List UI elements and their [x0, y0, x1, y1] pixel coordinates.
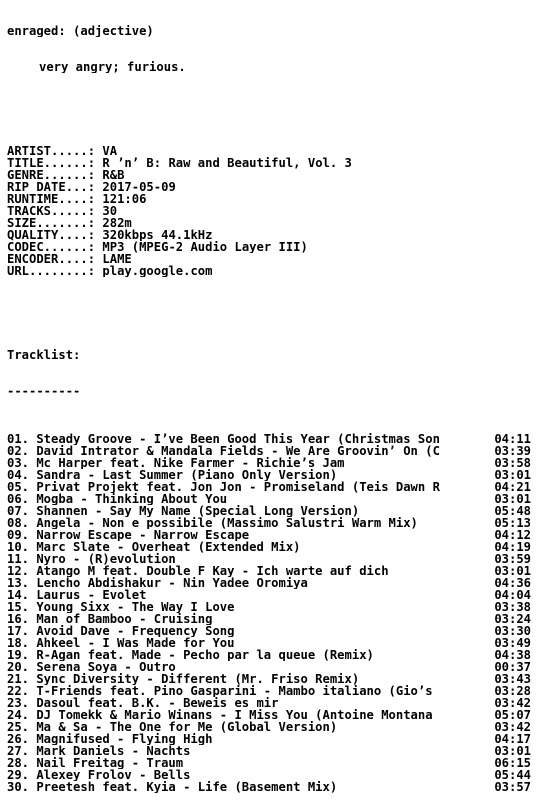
track-row: [7, 445, 531, 457]
track-row: [7, 589, 531, 601]
track-row: [7, 517, 531, 529]
track-title: 05. Privat Projekt feat. Jon Jon - Promiseland (Teis Dawn R: [7, 481, 440, 493]
info-row: [7, 241, 531, 253]
track-duration: 06:15: [494, 757, 531, 769]
track-title: 04. Sandra - Last Summer (Piano Only Version): [7, 469, 338, 481]
info-value: 121:06: [102, 193, 147, 205]
info-value: VA: [102, 145, 118, 157]
track-title: 19. R-Agan feat. Made - Pecho par la queue (Remix): [7, 649, 374, 661]
track-row: [7, 469, 531, 481]
track-duration: 03:58: [494, 457, 531, 469]
track-title: 24. DJ Tomekk & Mario Winans - I Miss You (Antoine Montana: [7, 709, 433, 721]
track-title: 01. Steady Groove - I’ve Been Good This Year (Christmas Son: [7, 433, 440, 445]
track-title: 06. Mogba - Thinking About You: [7, 493, 228, 505]
release-info: [7, 145, 531, 277]
track-duration: 04:38: [494, 649, 531, 661]
info-row: [7, 205, 531, 217]
track-row: [7, 457, 531, 469]
track-title: 12. Atango M feat. Double F Kay - Ich warte auf dich: [7, 565, 389, 577]
tracklist: [7, 433, 531, 793]
info-key: GENRE......:: [7, 169, 96, 181]
track-row: [7, 505, 531, 517]
track-row: [7, 709, 531, 721]
track-duration: 04:21: [494, 481, 531, 493]
info-key: TITLE......:: [7, 157, 96, 169]
track-title: 30. Preetesh feat. Kyia - Life (Basement Mix): [7, 781, 338, 793]
track-duration: 03:01: [494, 745, 531, 757]
info-key: RIP DATE...:: [7, 181, 96, 193]
track-title: 08. Angela - Non e possibile (Massimo Salustri Warm Mix): [7, 517, 418, 529]
track-duration: 03:43: [494, 673, 531, 685]
track-duration: 05:44: [494, 769, 531, 781]
track-title: 13. Lencho Abdishakur - Nin Yadee Oromiya: [7, 577, 308, 589]
tracklist-underline: ----------: [7, 385, 81, 397]
track-duration: 03:01: [494, 493, 531, 505]
info-key: SIZE.......:: [7, 217, 96, 229]
track-duration: 04:12: [494, 529, 531, 541]
track-duration: 03:59: [494, 553, 531, 565]
track-title: 21. Sync Diversity - Different (Mr. Friso Remix): [7, 673, 360, 685]
track-duration: 05:48: [494, 505, 531, 517]
track-row: [7, 565, 531, 577]
track-title: 17. Avoid Dave - Frequency Song: [7, 625, 235, 637]
track-duration: 03:01: [494, 469, 531, 481]
track-row: [7, 673, 531, 685]
track-duration: 03:30: [494, 625, 531, 637]
info-value: R&B: [102, 169, 125, 181]
track-title: 09. Narrow Escape - Narrow Escape: [7, 529, 250, 541]
track-title: 18. Ahkeel - I Was Made for You: [7, 637, 235, 649]
track-row: [7, 757, 531, 769]
info-key: RUNTIME....:: [7, 193, 96, 205]
track-row: [7, 625, 531, 637]
info-value: play.google.com: [102, 265, 213, 277]
track-title: 25. Ma & Sa - The One for Me (Global Version): [7, 721, 338, 733]
track-title: 03. Mc Harper feat. Nike Farmer - Richie’s Jam: [7, 457, 345, 469]
track-title: 02. David Intrator & Mandala Fields - We Are Groovin’ On (C: [7, 445, 440, 457]
track-duration: 04:17: [494, 733, 531, 745]
info-row: [7, 217, 531, 229]
track-duration: 04:04: [494, 589, 531, 601]
info-key: QUALITY....:: [7, 229, 96, 241]
track-duration: 03:49: [494, 637, 531, 649]
info-row: [7, 229, 531, 241]
track-row: [7, 733, 531, 745]
info-value: LAME: [102, 253, 132, 265]
track-duration: 03:42: [494, 721, 531, 733]
definition-term: enraged: (adjective): [7, 25, 154, 37]
track-duration: 03:24: [494, 613, 531, 625]
track-row: [7, 661, 531, 673]
track-row: [7, 481, 531, 493]
tracklist-heading: Tracklist:: [7, 349, 81, 361]
track-row: [7, 601, 531, 613]
track-title: 22. T-Friends feat. Pino Gasparini - Mambo italiano (Gio’s: [7, 685, 433, 697]
track-title: 14. Laurus - Evolet: [7, 589, 147, 601]
track-title: 29. Alexey Frolov - Bells: [7, 769, 191, 781]
track-title: 28. Nail Freitag - Traum: [7, 757, 184, 769]
track-title: 20. Serena Soya - Outro: [7, 661, 176, 673]
info-key: URL........:: [7, 265, 96, 277]
definition-meaning: very angry; furious.: [39, 61, 186, 73]
track-row: [7, 553, 531, 565]
info-value: R ’n’ B: Raw and Beautiful, Vol. 3: [102, 157, 352, 169]
info-row: [7, 157, 531, 169]
track-row: [7, 493, 531, 505]
track-title: 16. Man of Bamboo - Cruising: [7, 613, 213, 625]
info-row: [7, 181, 531, 193]
track-duration: 04:19: [494, 541, 531, 553]
info-value: 282m: [102, 217, 132, 229]
info-row: [7, 169, 531, 181]
track-row: [7, 613, 531, 625]
track-duration: 03:01: [494, 565, 531, 577]
info-key: TRACKS.....:: [7, 205, 96, 217]
track-row: [7, 721, 531, 733]
track-duration: 05:07: [494, 709, 531, 721]
info-row: [7, 265, 531, 277]
track-duration: 00:37: [494, 661, 531, 673]
track-title: 11. Nyro - (R)evolution: [7, 553, 176, 565]
track-row: [7, 541, 531, 553]
track-row: [7, 577, 531, 589]
track-duration: 05:13: [494, 517, 531, 529]
track-duration: 03:57: [494, 781, 531, 793]
track-duration: 03:39: [494, 445, 531, 457]
track-title: 26. Magnifused - Flying High: [7, 733, 213, 745]
track-row: [7, 745, 531, 757]
track-row: [7, 637, 531, 649]
track-duration: 03:28: [494, 685, 531, 697]
info-key: ARTIST.....:: [7, 145, 96, 157]
track-row: [7, 685, 531, 697]
info-row: [7, 193, 531, 205]
spacer: [7, 313, 531, 325]
info-value: 2017-05-09: [102, 181, 176, 193]
track-row: [7, 781, 531, 793]
info-key: ENCODER....:: [7, 253, 96, 265]
track-duration: 03:42: [494, 697, 531, 709]
track-title: 10. Marc Slate - Overheat (Extended Mix): [7, 541, 301, 553]
track-title: 23. Dasoul feat. B.K. - Beweis es mir: [7, 697, 279, 709]
nfo-text-document: [7, 1, 531, 805]
track-row: [7, 433, 531, 445]
track-row: [7, 697, 531, 709]
info-value: 30: [102, 205, 118, 217]
track-row: [7, 769, 531, 781]
track-title: 15. Young Sixx - The Way I Love: [7, 601, 235, 613]
track-duration: 04:36: [494, 577, 531, 589]
info-row: [7, 145, 531, 157]
info-value: MP3 (MPEG-2 Audio Layer III): [102, 241, 308, 253]
info-row: [7, 253, 531, 265]
spacer: [7, 97, 531, 109]
track-duration: 03:38: [494, 601, 531, 613]
track-duration: 04:11: [494, 433, 531, 445]
track-title: 07. Shannen - Say My Name (Special Long Version): [7, 505, 360, 517]
track-row: [7, 529, 531, 541]
track-row: [7, 649, 531, 661]
info-key: CODEC......:: [7, 241, 96, 253]
track-title: 27. Mark Daniels - Nachts: [7, 745, 191, 757]
info-value: 320kbps 44.1kHz: [102, 229, 213, 241]
